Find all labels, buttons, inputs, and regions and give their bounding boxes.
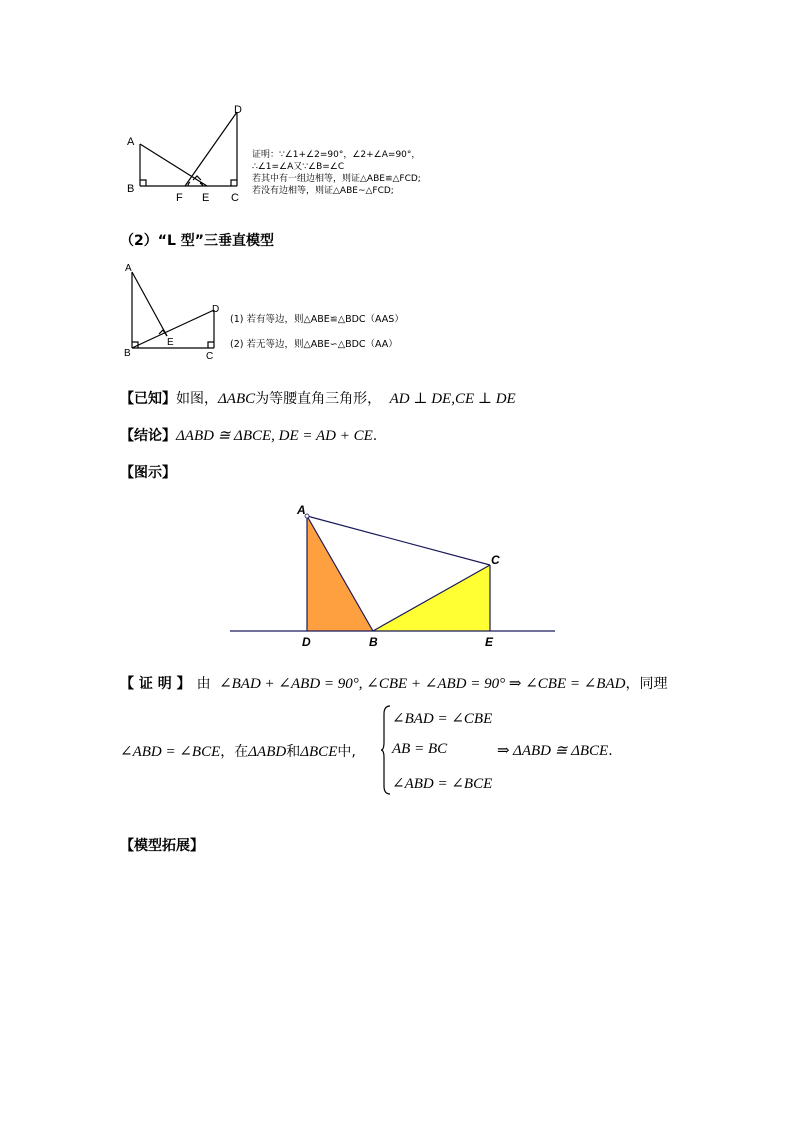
proof-result: ⇒ ΔABD ≅ ΔBCE	[497, 743, 609, 759]
known-line	[120, 388, 516, 408]
fig2-label-e: E	[167, 337, 174, 348]
fig1-proof-line-1: 证明：∵∠1+∠2=90°，∠2+∠A=90°，	[252, 150, 421, 160]
proof-t1: ΔABD	[248, 744, 287, 760]
known-rest: 为等腰直角三角形，	[255, 391, 382, 407]
system-line-1: ∠BAD = ∠CBE	[392, 711, 493, 727]
known-text: 如图，	[176, 391, 218, 407]
figure-tag: 【图示】	[120, 465, 176, 481]
known-tag: 【已知】	[120, 391, 176, 407]
proof-in: ，在	[220, 744, 249, 760]
conclusion-text: ΔABD ≅ ΔBCE, DE = AD + CE	[176, 428, 373, 444]
fig1-label-e: E	[202, 192, 210, 204]
conclusion-line	[120, 425, 377, 445]
fig2-label-b: B	[124, 348, 131, 359]
fig1-label-a: A	[127, 136, 135, 148]
proof-eq1: ∠BAD + ∠ABD = 90°, ∠CBE + ∠ABD = 90° ⇒ ∠CBE = ∠BAD	[219, 676, 626, 692]
system-line-3: ∠ABD = ∠BCE	[392, 776, 493, 792]
fig1-label-c: C	[231, 192, 239, 204]
conclusion-tail: .	[372, 428, 378, 444]
extension-tag: 【模型拓展】	[120, 838, 204, 854]
known-condition: AD ⊥ DE,CE ⊥ DE	[389, 391, 516, 407]
figure-3	[225, 498, 565, 658]
fig1-proof-line-2: ∴∠1=∠A又∵∠B=∠C	[252, 162, 345, 172]
fig3-label-c: C	[491, 553, 500, 567]
proof-line-2	[120, 741, 356, 761]
fig2-label-d: D	[212, 304, 220, 315]
fig1-proof-line-4: 若没有边相等，则证△ABE~△FCD;	[252, 186, 394, 196]
system-brace	[380, 704, 392, 796]
fig3-label-a: A	[297, 503, 306, 517]
known-triangle: ΔABC	[218, 391, 256, 407]
fig2-note-2: (2) 若无等边，则△ABE∽△BDC（AA）	[230, 339, 398, 350]
fig1-proof-line-3: 若其中有一组边相等，则证△ABE≌△FCD;	[252, 174, 421, 184]
fig3-label-e: E	[485, 635, 494, 649]
fig2-label-c: C	[206, 351, 214, 362]
fig2-note-1: (1) 若有等边，则△ABE≌△BDC（AAS）	[230, 314, 404, 325]
proof-end: .	[608, 743, 613, 759]
fig3-label-d: D	[302, 635, 311, 649]
proof-result-line	[497, 741, 613, 760]
section-2-title: （2）“L 型”三垂直模型	[120, 233, 274, 249]
figure-1	[120, 100, 260, 205]
proof-same: ，同理	[625, 676, 668, 692]
system-line-2: AB = BC	[392, 741, 448, 757]
proof-t2: ΔBCE	[300, 744, 338, 760]
proof-and: 和	[286, 744, 301, 760]
fig1-label-b: B	[127, 183, 135, 195]
proof-eq2: ∠ABD = ∠BCE	[120, 744, 221, 760]
proof-lead: 由	[196, 676, 211, 692]
proof-tag: 【 证 明 】	[120, 676, 191, 692]
figure-2	[122, 260, 227, 362]
proof-line-1	[120, 673, 667, 693]
fig3-label-b: B	[369, 635, 378, 649]
fig1-label-d: D	[234, 104, 242, 116]
fig2-label-a: A	[125, 263, 132, 274]
fig1-label-f: F	[176, 192, 183, 204]
conclusion-tag: 【结论】	[120, 428, 176, 444]
fig1-proof	[252, 149, 421, 197]
proof-mid: 中,	[337, 744, 356, 760]
